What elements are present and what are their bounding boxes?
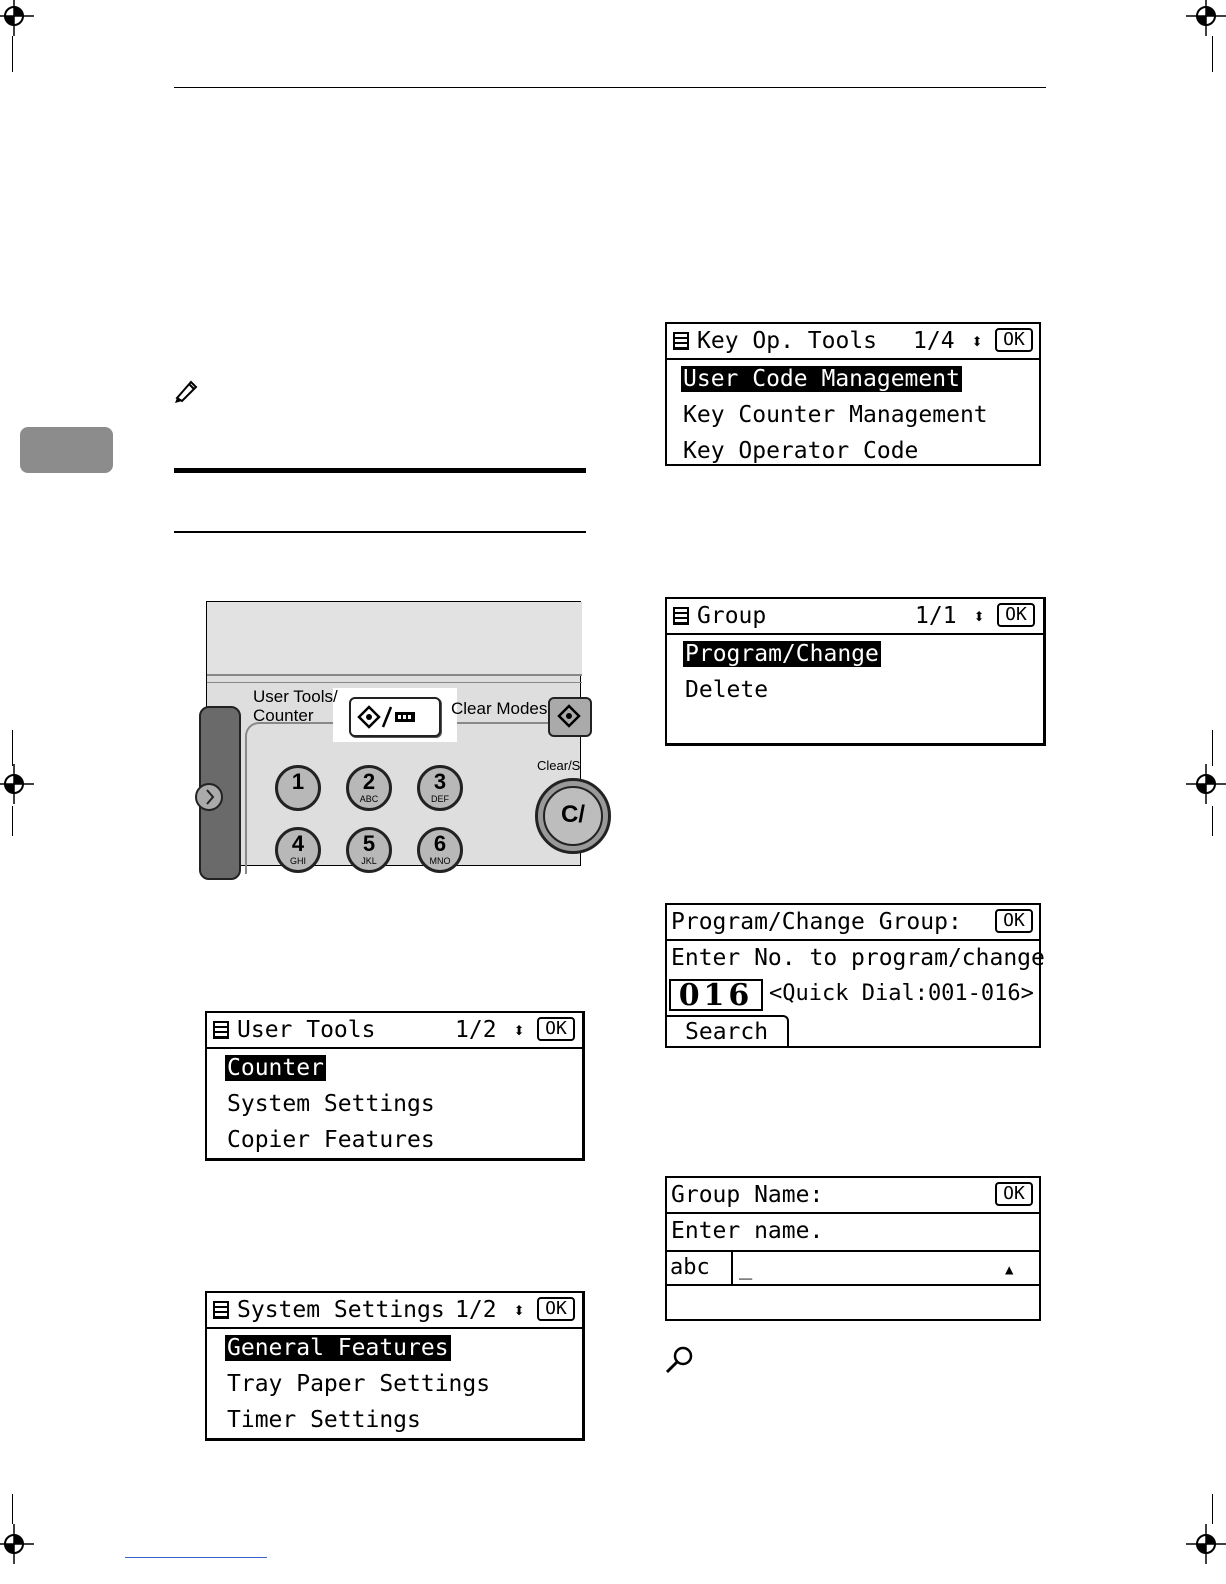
registration-mark-icon (1186, 1524, 1226, 1564)
ok-button[interactable]: OK (995, 909, 1033, 933)
keypad-key-3[interactable] (417, 765, 463, 811)
search-button[interactable]: Search (667, 1015, 789, 1048)
quick-dial-range-hint: <Quick Dial:001-016> (769, 981, 1034, 1006)
menu-icon (673, 607, 689, 625)
name-entry-row (667, 1250, 1039, 1286)
lcd-title: Key Op. Tools (697, 328, 878, 354)
ok-button[interactable]: OK (997, 603, 1035, 627)
registration-mark-icon (1186, 0, 1226, 36)
keypad-key-letters: MNO (429, 856, 451, 866)
menu-item-program-change[interactable]: Program/Change (685, 641, 879, 667)
clear-modes-icon (558, 705, 580, 727)
lcd-header (667, 599, 1043, 635)
ok-button[interactable]: OK (537, 1017, 575, 1041)
crop-line (12, 806, 13, 836)
prompt-text: Enter No. to program/change (671, 945, 1045, 971)
page-indicator: 1/4 (913, 328, 955, 354)
lcd-title: Group Name: (671, 1182, 824, 1208)
menu-item-tray-paper-settings[interactable]: Tray Paper Settings (227, 1371, 491, 1397)
menu-item-counter[interactable]: Counter (227, 1055, 324, 1081)
page-indicator: 1/1 (915, 603, 957, 629)
menu-item-key-counter-management[interactable]: Key Counter Management (683, 402, 988, 428)
up-down-arrow-icon[interactable]: ⬍ (971, 329, 984, 353)
menu-item-copier-features[interactable]: Copier Features (227, 1127, 435, 1153)
crop-line (1212, 730, 1213, 766)
clear-modes-label: Clear Modes (451, 699, 548, 718)
up-down-arrow-icon[interactable]: ⬍ (513, 1298, 526, 1322)
clear-key-label: C/ (543, 786, 603, 846)
keypad-key-number: 5 (362, 831, 376, 856)
crop-line (12, 730, 13, 766)
keypad-key-letters: ABC (359, 794, 379, 804)
lcd-title: Program/Change Group: (671, 909, 962, 935)
menu-item-key-operator-code[interactable]: Key Operator Code (683, 438, 919, 464)
lcd-header (207, 1013, 582, 1049)
lcd-header (667, 324, 1039, 360)
keypad-key-number: 2 (362, 769, 376, 794)
crop-line (1212, 36, 1213, 72)
lcd-header (207, 1293, 582, 1329)
ok-button[interactable]: OK (995, 328, 1033, 352)
lcd-system-settings (205, 1291, 585, 1441)
header-rule (174, 87, 1046, 88)
crop-line (1212, 1494, 1213, 1524)
menu-icon (213, 1301, 229, 1319)
lcd-header (667, 1178, 1039, 1214)
lcd-group (665, 597, 1046, 746)
up-down-arrow-icon[interactable]: ⬍ (973, 604, 986, 628)
name-input[interactable]: _ (739, 1255, 753, 1280)
keypad-key-letters: DEF (431, 794, 449, 804)
lcd-group-name (665, 1176, 1041, 1321)
keypad-key-1[interactable] (275, 765, 321, 811)
keypad-key-2[interactable] (346, 765, 392, 811)
prompt-text: Enter name. (671, 1218, 824, 1244)
crop-line (1212, 806, 1213, 836)
input-mode-label[interactable]: abc (670, 1255, 710, 1280)
clear-stop-label: Clear/S (537, 758, 581, 773)
user-tools-label: User Tools/ Counter (253, 687, 338, 725)
page-indicator: 1/2 (455, 1017, 497, 1043)
reference-magnifier-icon (664, 1345, 696, 1375)
lcd-title: User Tools (237, 1017, 376, 1043)
up-down-arrow-icon[interactable]: ⬍ (513, 1018, 526, 1042)
note-pencil-icon (173, 378, 201, 404)
menu-item-delete[interactable]: Delete (685, 677, 769, 703)
keypad-key-number: 1 (291, 769, 305, 794)
crop-line (12, 1494, 13, 1524)
menu-item-system-settings[interactable]: System Settings (227, 1091, 435, 1117)
quick-dial-number-input[interactable]: 016 (669, 979, 763, 1011)
keypad-key-5[interactable] (346, 827, 392, 873)
keypad-key-4[interactable] (275, 827, 321, 873)
keypad-key-number: 6 (433, 831, 447, 856)
keypad-key-letters: GHI (289, 856, 306, 866)
lcd-header (667, 905, 1039, 941)
lcd-title: Group (697, 603, 767, 629)
ok-button[interactable]: OK (537, 1297, 575, 1321)
page-indicator: 1/2 (455, 1297, 497, 1323)
registration-mark-icon (0, 0, 34, 36)
ok-button[interactable]: OK (995, 1182, 1033, 1206)
keypad-key-number: 4 (291, 831, 305, 856)
lcd-program-change-group (665, 903, 1045, 1048)
footer-link-line (125, 1557, 267, 1558)
keypad-key-letters: JKL (361, 856, 377, 866)
keypad-key-number: 3 (433, 769, 447, 794)
arrow-key-icon (203, 782, 225, 812)
menu-item-general-features[interactable]: General Features (227, 1335, 449, 1361)
lcd-title: System Settings (237, 1297, 445, 1323)
registration-mark-icon (0, 764, 34, 804)
lcd-user-tools (205, 1011, 585, 1161)
menu-item-timer-settings[interactable]: Timer Settings (227, 1407, 421, 1433)
scroll-up-icon[interactable]: ▲ (1005, 1262, 1014, 1278)
section-heading-rule (174, 531, 586, 533)
control-panel-illustration (206, 601, 585, 866)
section-heading-rule (174, 468, 586, 473)
menu-icon (213, 1021, 229, 1039)
registration-mark-icon (1186, 764, 1226, 804)
menu-item-user-code-management[interactable]: User Code Management (683, 366, 960, 392)
user-tools-counter-key[interactable] (349, 697, 441, 737)
clear-stop-key[interactable] (535, 778, 611, 854)
user-tools-counter-icon (357, 705, 431, 729)
lcd-key-op-tools (665, 322, 1041, 466)
crop-line (12, 36, 13, 72)
clear-modes-key[interactable] (548, 697, 592, 737)
keypad-key-6[interactable] (417, 827, 463, 873)
chapter-tab (20, 427, 113, 473)
menu-icon (673, 332, 689, 350)
registration-mark-icon (0, 1524, 34, 1564)
